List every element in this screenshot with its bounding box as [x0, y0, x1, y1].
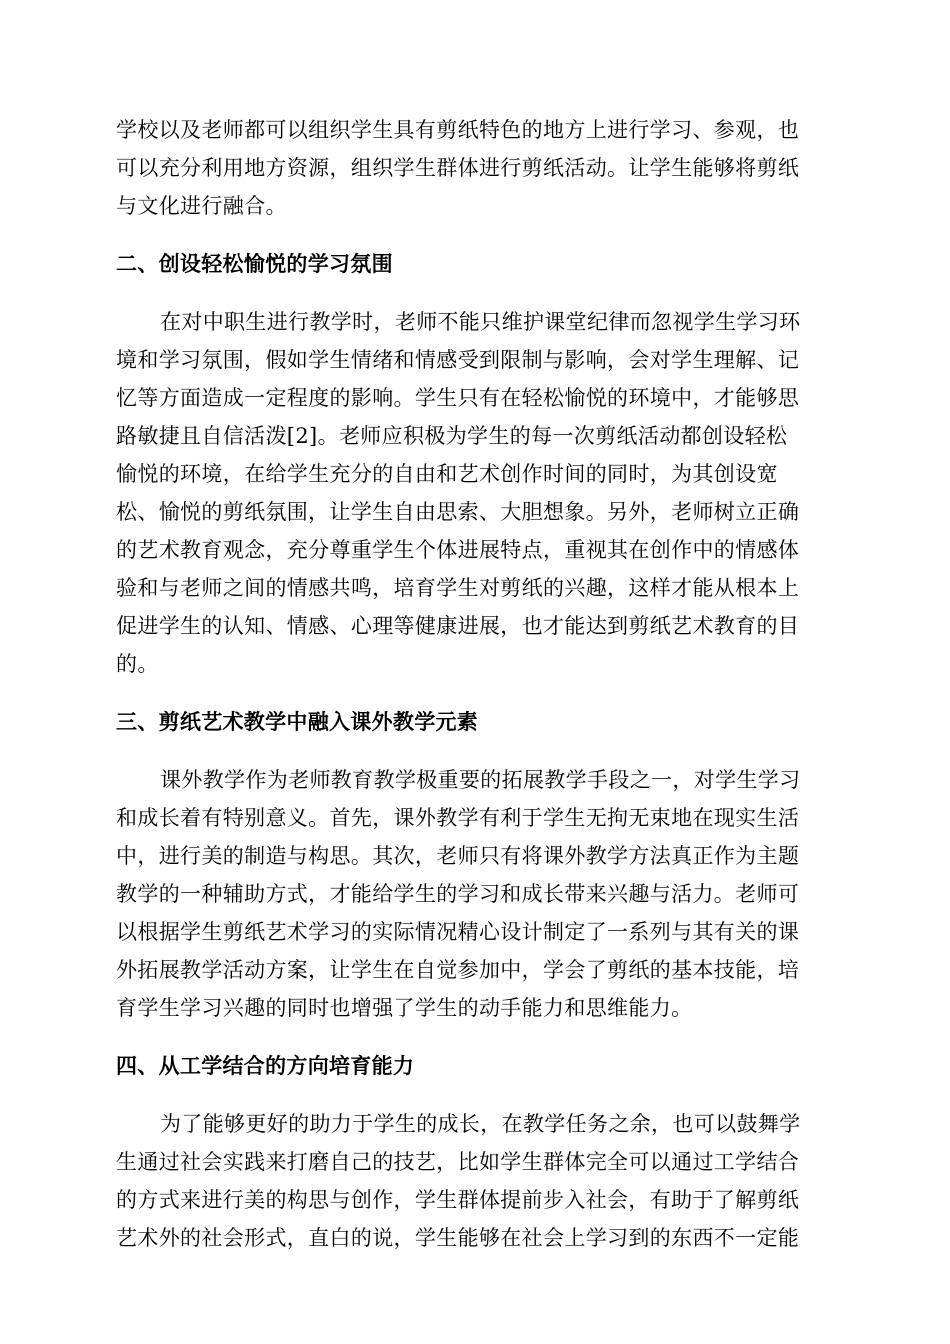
text-line: 忆等方面造成一定程度的影响。学生只有在轻松愉悦的环境中，才能够思: [116, 386, 800, 410]
text-line: 促进学生的认知、情感、心理等健康进展，也才能达到剪纸艺术教育的目: [116, 614, 800, 638]
section-heading-3: 三、剪纸艺术教学中融入课外教学元素: [116, 709, 479, 734]
text-line: 的方式来进行美的构思与创作，学生群体提前步入社会，有助于了解剪纸: [116, 1188, 800, 1212]
text-line: 中，进行美的制造与构思。其次，老师只有将课外教学方法真正作为主题: [116, 844, 800, 868]
text-line: 生通过社会实践来打磨自己的技艺，比如学生群体完全可以通过工学结合: [116, 1150, 800, 1174]
text-line: 可以充分利用地方资源，组织学生群体进行剪纸活动。让学生能够将剪纸: [116, 156, 800, 180]
text-line: 的。: [116, 652, 159, 676]
paragraph-section-3: [116, 761, 838, 1027]
section-heading-2: 二、创设轻松愉悦的学习氛围: [116, 251, 393, 276]
text-line: 育学生学习兴趣的同时也增强了学生的动手能力和思维能力。: [116, 996, 693, 1020]
text-line: 学校以及老师都可以组织学生具有剪纸特色的地方上进行学习、参观，也: [116, 118, 800, 142]
text-line: 验和与老师之间的情感共鸣，培育学生对剪纸的兴趣，这样才能从根本上: [116, 576, 800, 600]
paragraph-section-4: [116, 1105, 838, 1257]
text-line: 教学的一种辅助方式，才能给学生的学习和成长带来兴趣与活力。老师可: [116, 882, 800, 906]
section-heading-4: 四、从工学结合的方向培育能力: [116, 1053, 415, 1078]
text-line: 境和学习氛围，假如学生情绪和情感受到限制与影响，会对学生理解、记: [116, 348, 800, 372]
text-line: 外拓展教学活动方案，让学生在自觉参加中，学会了剪纸的基本技能，培: [116, 958, 800, 982]
text-line: 和成长着有特别意义。首先，课外教学有利于学生无拘无束地在现实生活: [116, 806, 800, 830]
text-line: 与文化进行融合。: [116, 194, 287, 218]
text-line: 的艺术教育观念，充分尊重学生个体进展特点，重视其在创作中的情感体: [116, 538, 800, 562]
paragraph-section-2: [116, 303, 838, 683]
document-page: [116, 111, 838, 1257]
text-line: 艺术外的社会形式，直白的说，学生能够在社会上学习到的东西不一定能: [116, 1226, 800, 1250]
text-line: 课外教学作为老师教育教学极重要的拓展教学手段之一，对学生学习: [160, 768, 801, 792]
paragraph-intro: [116, 111, 838, 225]
text-line: 在对中职生进行教学时，老师不能只维护课堂纪律而忽视学生学习环: [160, 310, 801, 334]
text-line: 以根据学生剪纸艺术学习的实际情况精心设计制定了一系列与其有关的课: [116, 920, 800, 944]
text-line: 松、愉悦的剪纸氛围，让学生自由思索、大胆想象。另外，老师树立正确: [116, 500, 800, 524]
text-line: 路敏捷且自信活泼[2]。老师应积极为学生的每一次剪纸活动都创设轻松: [116, 424, 788, 448]
text-line: 为了能够更好的助力于学生的成长，在教学任务之余，也可以鼓舞学: [160, 1112, 801, 1136]
text-line: 愉悦的环境，在给学生充分的自由和艺术创作时间的同时，为其创设宽: [116, 462, 778, 486]
